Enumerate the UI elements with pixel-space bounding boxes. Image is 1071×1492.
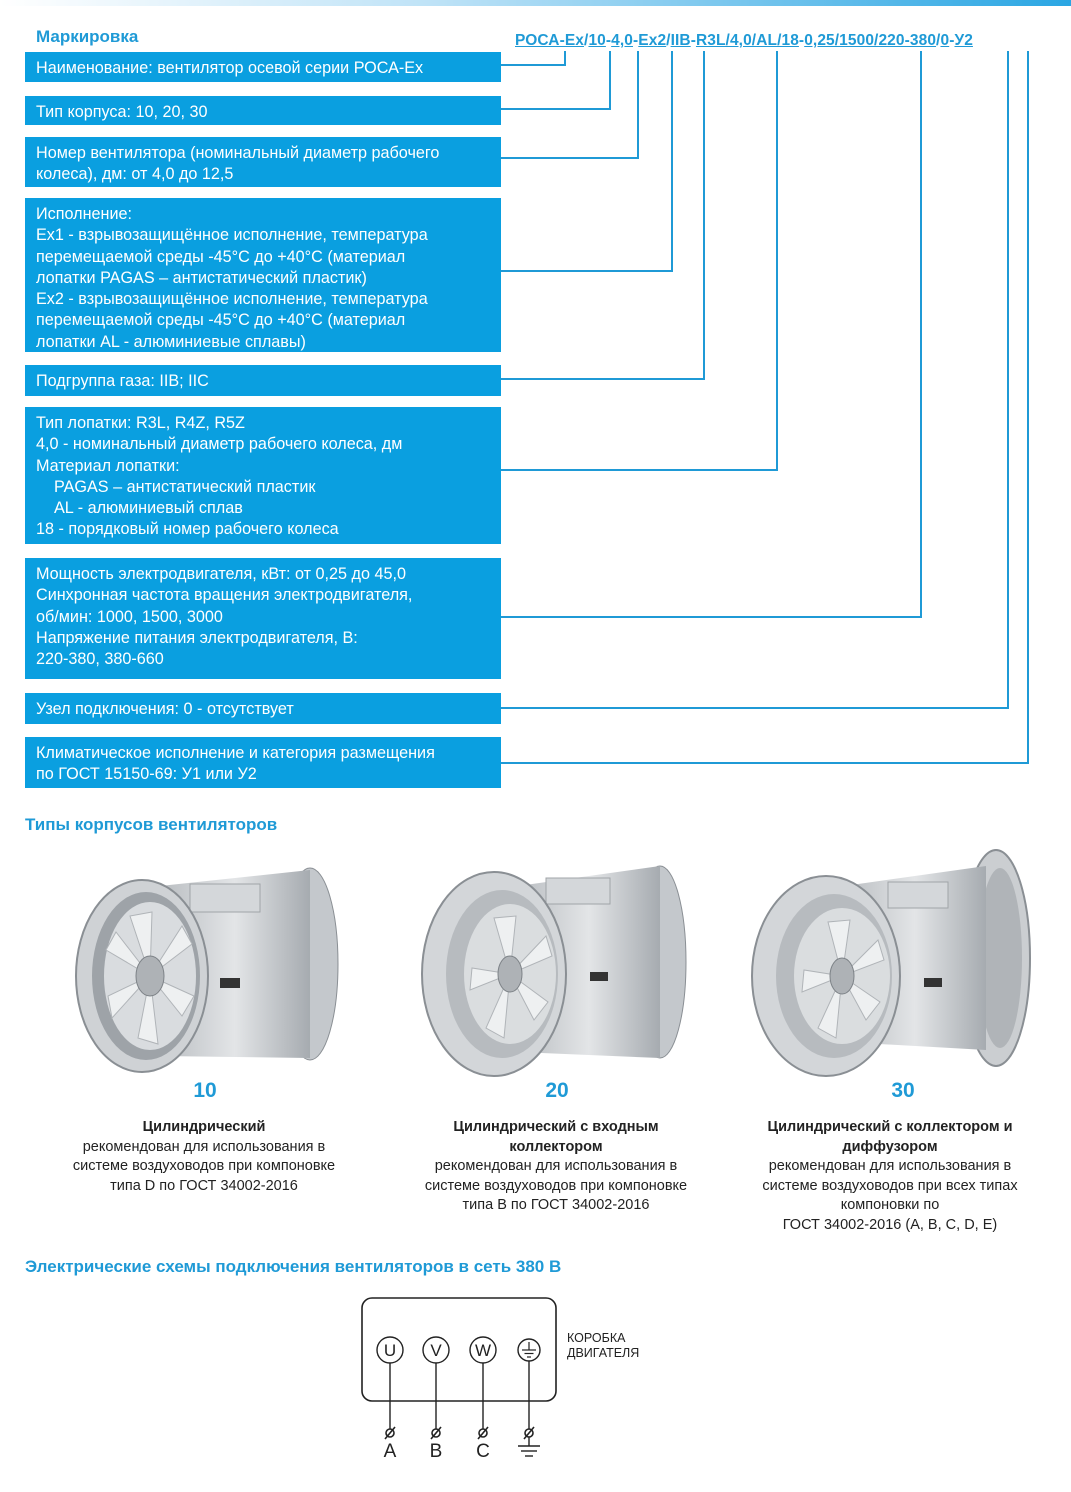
- fan-type-20-image: [418, 862, 688, 1077]
- marking-box-connection: [25, 693, 501, 724]
- box-line: Ex2 - взрывозащищённое исполнение, температура: [36, 290, 428, 309]
- wiring-title: Электрические схемы подключения вентиляторов в сеть 380 В: [25, 1257, 562, 1276]
- code-part-climate: У2: [954, 32, 973, 49]
- box-line: 18 - порядковый номер рабочего колеса: [36, 520, 339, 539]
- code-sep: -: [798, 32, 805, 49]
- caption-line: ГОСТ 34002-2016 (А, В, С, D, Е): [782, 1216, 998, 1233]
- box-line: Синхронная частота вращения электродвигателя,: [36, 586, 413, 605]
- marking-box-climate: [25, 737, 501, 788]
- code-sep: -: [949, 32, 955, 49]
- code-part-motor: 0,25/1500/220-380: [804, 32, 937, 49]
- code-sep: /: [584, 32, 589, 49]
- box-line: Наименование: вентилятор осевой серии РОСА-Ex: [36, 59, 424, 77]
- box-line: перемещаемой среды -45°С до +40°С (материал: [36, 311, 406, 330]
- terminal-u-label: U: [383, 1341, 397, 1360]
- box-line: PAGAS – антистатический пластик: [54, 477, 316, 496]
- box-line: перемещаемой среды -45°С до +40°С (материал: [36, 247, 406, 266]
- line-c-label: C: [476, 1441, 490, 1462]
- code-sep: -: [605, 32, 612, 49]
- code-part-blade: R3L/4,0/AL/18: [695, 32, 799, 49]
- box-line: Тип корпуса: 10, 20, 30: [36, 103, 208, 121]
- fan-type-10-image: [70, 866, 340, 1076]
- marking-title: Маркировка: [36, 27, 139, 46]
- fan-type-20-number: 20: [545, 1079, 569, 1102]
- box-line: Тип лопатки: R3L, R4Z, R5Z: [36, 414, 245, 432]
- marking-box-execution: [25, 198, 501, 352]
- fan-type-30-number: 30: [891, 1079, 915, 1102]
- box-line: по ГОСТ 15150-69: У1 или У2: [36, 765, 257, 784]
- box-line: Климатическое исполнение и категория размещения: [36, 744, 435, 762]
- marking-box-size: [25, 137, 501, 187]
- caption-line: типа В по ГОСТ 34002-2016: [462, 1197, 650, 1213]
- terminal-w-label: W: [474, 1341, 492, 1360]
- marking-box-motor: [25, 558, 501, 679]
- fan-type-name: Цилиндрический с коллектором и диффузором: [767, 1119, 1013, 1155]
- code-sep: /: [936, 32, 941, 49]
- box-line: Мощность электродвигателя, кВт: от 0,25 до 45,0: [36, 565, 406, 583]
- code-part-connection: 0: [940, 32, 950, 49]
- caption-line: рекомендован для использования в: [434, 1158, 678, 1174]
- code-part-size: 4,0: [611, 32, 634, 49]
- housing-title: Типы корпусов вентиляторов: [25, 815, 278, 834]
- code-sep: -: [690, 32, 696, 49]
- fan-type-30-caption: [730, 1118, 1050, 1235]
- fan-type-name: Цилиндрический: [142, 1119, 266, 1135]
- motor-box-label: [567, 1331, 639, 1361]
- box-line: Исполнение:: [36, 205, 133, 223]
- code-sep: -: [633, 32, 639, 49]
- marking-box-gas-group: [25, 365, 501, 396]
- wiring-diagram: [350, 1290, 570, 1465]
- box-line: Узел подключения: 0 - отсутствует: [36, 700, 294, 718]
- box-line: лопатки PAGAS – антистатический пластик): [36, 268, 367, 287]
- terminal-v-label: V: [430, 1341, 442, 1360]
- caption-line: типа D по ГОСТ 34002-2016: [110, 1177, 298, 1194]
- box-line: Ex1 - взрывозащищённое исполнение, температура: [36, 226, 428, 245]
- ground-icon: [522, 1342, 536, 1357]
- caption-line: системе воздуховодов при компоновке: [424, 1177, 688, 1194]
- code-part-housing: 10: [588, 32, 606, 49]
- fan-type-30-image: [748, 846, 1038, 1081]
- caption-line: системе воздуховодов при всех типах: [762, 1177, 1018, 1194]
- box-line: лопатки AL - алюминиевые сплавы): [36, 332, 306, 351]
- code-part-execution: Ex2: [638, 32, 667, 49]
- code-sep: /: [666, 32, 671, 49]
- line-a-label: A: [383, 1441, 397, 1462]
- caption-line: рекомендован для использования в: [768, 1158, 1012, 1174]
- marking-box-housing: [25, 96, 501, 125]
- fan-type-10-caption: [26, 1118, 382, 1196]
- box-line: 220-380, 380-660: [36, 650, 164, 669]
- box-line: 4,0 - номинальный диаметр рабочего колеса, дм: [36, 435, 403, 454]
- terminal-connectors: [385, 1427, 534, 1439]
- box-line: Материал лопатки:: [36, 456, 180, 475]
- fan-type-name: Цилиндрический с входным коллектором: [453, 1119, 659, 1155]
- box-line: Номер вентилятора (номинальный диаметр рабочего: [36, 144, 440, 162]
- earth-ground-icon: [518, 1437, 540, 1456]
- line-b-label: B: [429, 1441, 443, 1462]
- box-line: AL - алюминиевый сплав: [54, 499, 243, 518]
- motor-box-label-line: ДВИГАТЕЛЯ: [567, 1346, 640, 1360]
- fan-type-20-caption: [378, 1118, 734, 1216]
- caption-line: системе воздуховодов при компоновке: [72, 1158, 336, 1174]
- fan-type-10-number: 10: [193, 1079, 217, 1102]
- box-line: Напряжение питания электродвигателя, В:: [36, 628, 358, 647]
- code-part-series: РОСА-Ex: [515, 32, 585, 49]
- motor-box-label-line: КОРОБКА: [567, 1331, 626, 1345]
- box-line: об/мин: 1000, 1500, 3000: [36, 607, 223, 626]
- caption-line: компоновки по: [840, 1197, 940, 1213]
- marking-box-blade: [25, 407, 501, 544]
- caption-line: рекомендован для использования в: [82, 1138, 326, 1155]
- code-part-gas-group: IIB: [670, 32, 691, 49]
- box-line: колеса), дм: от 4,0 до 12,5: [36, 165, 234, 184]
- box-line: Подгруппа газа: IIB; IIC: [36, 372, 209, 390]
- marking-box-name: [25, 52, 501, 82]
